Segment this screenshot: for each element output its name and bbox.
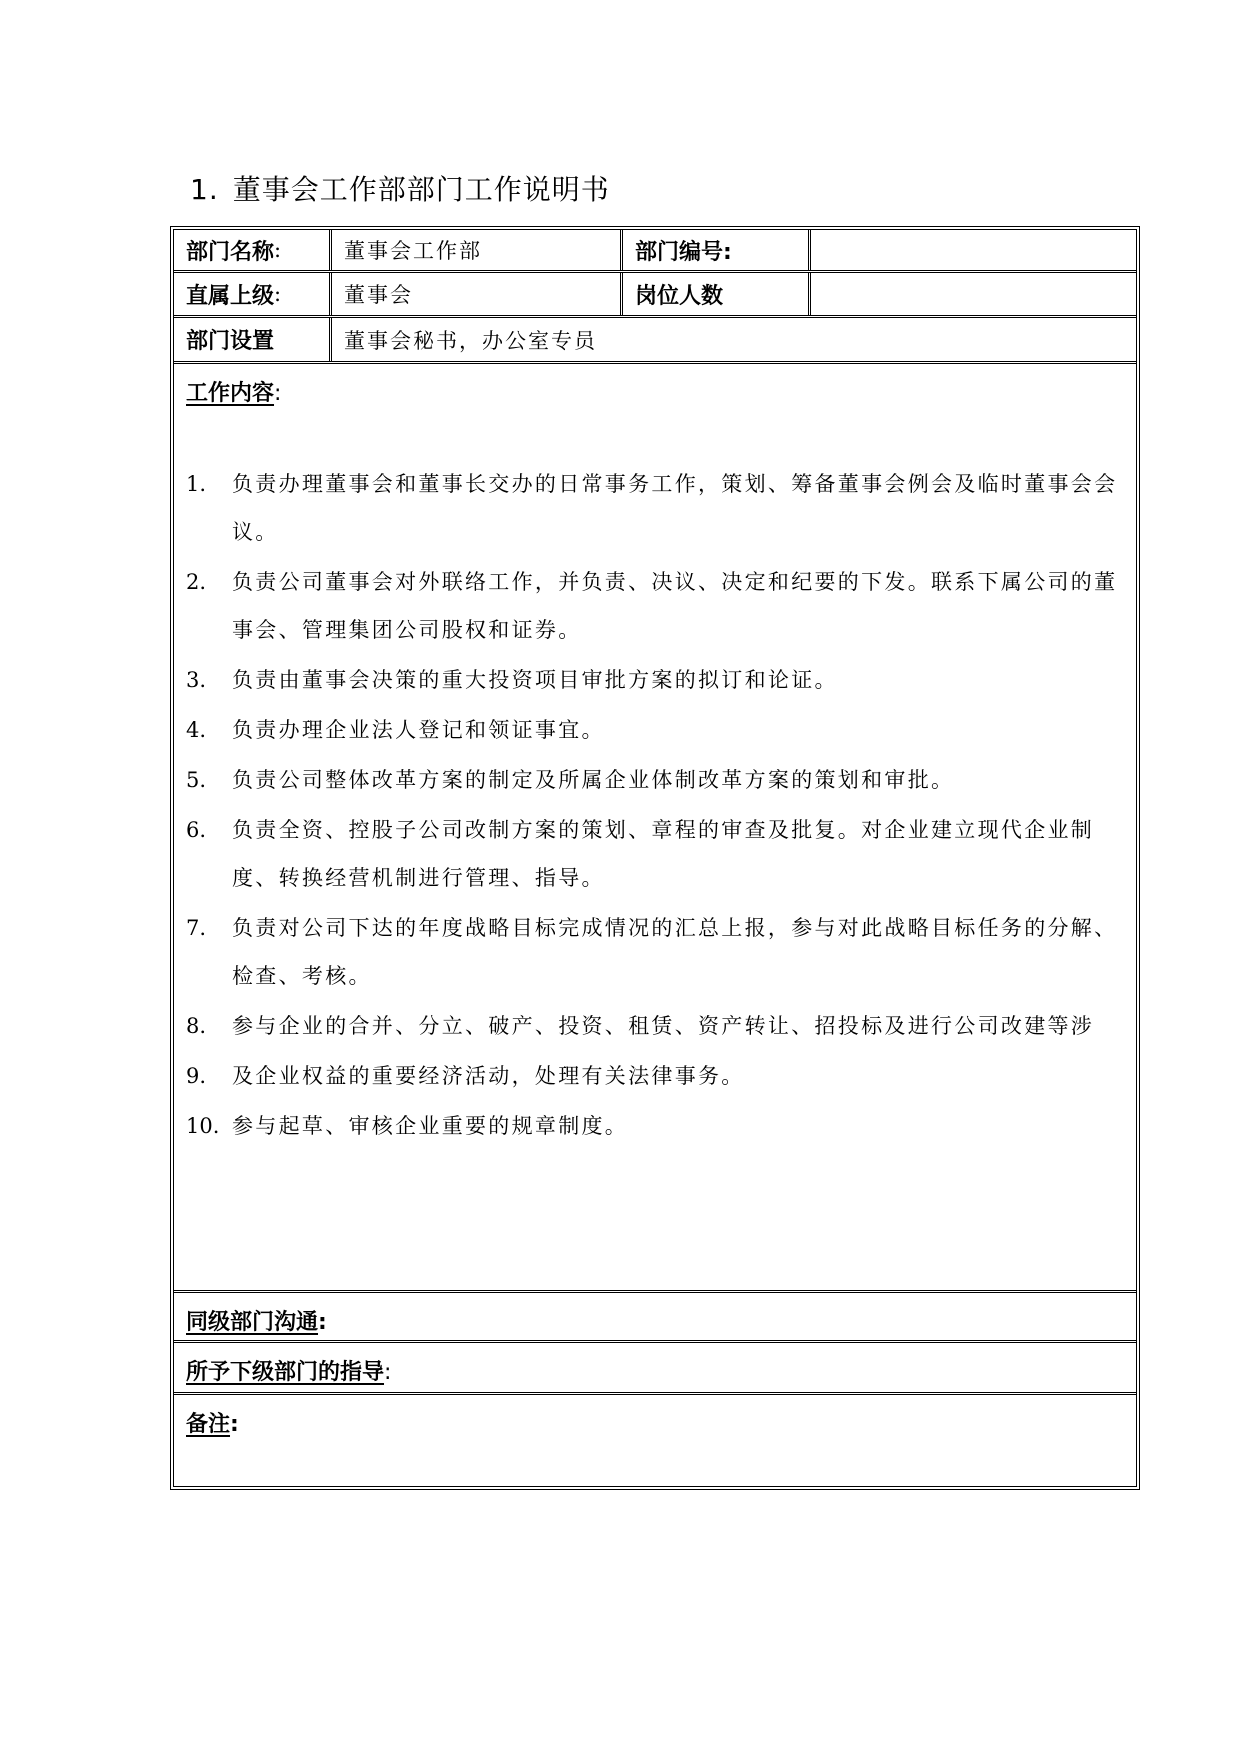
job-description-table <box>170 226 1140 1490</box>
dept-code-label-cell <box>623 230 811 270</box>
duty-number: 1. <box>186 472 207 496</box>
duty-text: 参与企业的合并、分立、破产、投资、租赁、资产转让、招投标及进行公司改建等涉 <box>232 1014 1095 1038</box>
headcount-label-cell <box>623 273 811 315</box>
duty-text: 负责公司董事会对外联络工作，并负责、决议、决定和纪要的下发。联系下属公司的董事会、管理集团公司股权和证券。 <box>232 570 1118 642</box>
superior-label-cell: 直属上级 : <box>174 273 332 315</box>
sub-guidance-heading: 所予下级部门的指导: <box>186 1360 392 1385</box>
row-subordinate-guidance <box>174 1343 1136 1395</box>
superior-value-cell <box>332 273 623 315</box>
duty-number: 7. <box>186 916 207 940</box>
duty-item <box>186 1102 1126 1150</box>
row-setup <box>174 318 1136 364</box>
duty-number: 2. <box>186 570 207 594</box>
duty-number: 8. <box>186 1014 207 1038</box>
setup-label: 部门设置 <box>186 329 275 354</box>
setup-label-cell <box>174 318 332 361</box>
dept-name-label-cell: 部门名称 : <box>174 230 332 270</box>
dept-name-value-cell <box>332 230 623 270</box>
work-content-heading: 工作内容: <box>186 381 282 406</box>
setup-value-cell <box>332 318 1136 361</box>
dept-code-label: 部门编号: <box>635 239 732 265</box>
superior-value: 董事会 <box>344 283 413 307</box>
headcount-label: 岗位人数 <box>635 283 724 309</box>
title-number: 1. <box>190 173 219 206</box>
superior-label: 直属上级 <box>186 283 275 309</box>
duty-item <box>186 806 1126 902</box>
duty-text: 负责办理董事会和董事长交办的日常事务工作，策划、筹备董事会例会及临时董事会会议。 <box>232 472 1118 544</box>
duty-text: 负责全资、控股子公司改制方案的策划、章程的审查及批复。对企业建立现代企业制度、转换经营机制进行管理、指导。 <box>232 818 1095 890</box>
duty-item <box>186 1002 1126 1050</box>
dept-name-value: 董事会工作部 <box>344 239 482 263</box>
duty-item <box>186 1052 1126 1100</box>
title-text: 董事会工作部部门工作说明书 <box>232 173 610 206</box>
duty-item <box>186 706 1126 754</box>
row-peer-communication <box>174 1293 1136 1343</box>
duty-text: 负责对公司下达的年度战略目标完成情况的汇总上报，参与对此战略目标任务的分解、检查、考核。 <box>232 916 1118 988</box>
row-superior <box>174 273 1136 318</box>
duty-text: 负责办理企业法人登记和领证事宜。 <box>232 718 605 742</box>
row-remarks <box>174 1395 1136 1486</box>
duty-text: 负责公司整体改革方案的制定及所属企业体制改革方案的策划和审批。 <box>232 768 955 792</box>
work-content-label: 工作内容 <box>186 381 275 406</box>
headcount-value-cell <box>811 273 1136 315</box>
remarks-heading: 备注: <box>186 1412 239 1437</box>
remarks-label: 备注 <box>186 1412 231 1437</box>
row-dept-name <box>174 230 1136 273</box>
dept-code-value-cell <box>811 230 1136 270</box>
duty-number: 4. <box>186 718 207 742</box>
duty-item <box>186 656 1126 704</box>
duty-text: 及企业权益的重要经济活动，处理有关法律事务。 <box>232 1064 745 1088</box>
sub-guidance-label: 所予下级部门的指导 <box>186 1360 385 1385</box>
document-title <box>190 168 610 208</box>
setup-value: 董事会秘书，办公室专员 <box>344 328 597 353</box>
duty-number: 3. <box>186 668 207 692</box>
duties-list <box>186 460 1126 1152</box>
duty-item <box>186 558 1126 654</box>
duty-number: 9. <box>186 1064 207 1088</box>
duty-item <box>186 904 1126 1000</box>
duty-text: 负责由董事会决策的重大投资项目审批方案的拟订和论证。 <box>232 668 838 692</box>
duty-number: 5. <box>186 768 207 792</box>
dept-name-label: 部门名称 <box>186 239 275 265</box>
duty-item <box>186 460 1126 556</box>
duty-number: 10. <box>186 1114 220 1138</box>
peer-comm-heading: 同级部门沟通: <box>186 1310 327 1335</box>
duty-item <box>186 756 1126 804</box>
duty-number: 6. <box>186 818 207 842</box>
peer-comm-label: 同级部门沟通 <box>186 1310 319 1335</box>
duty-text: 参与起草、审核企业重要的规章制度。 <box>232 1114 629 1138</box>
row-work-content <box>174 364 1136 1293</box>
